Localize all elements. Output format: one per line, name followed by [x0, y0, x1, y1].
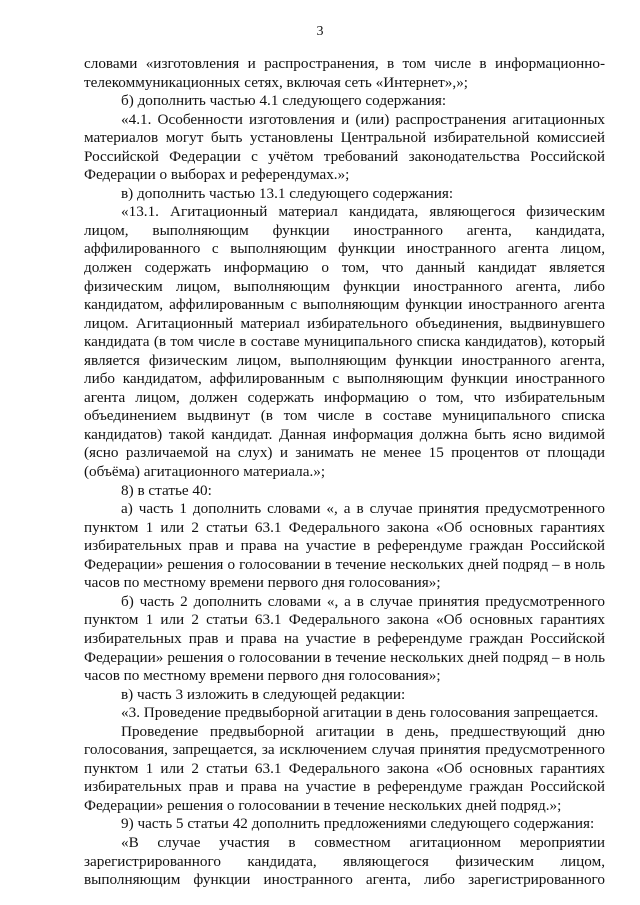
paragraph: «4.1. Особенности изготовления и (или) распространения агитационных материалов могут быть установлены Центральной избирательной комиссией Российской Федерации с учётом требований законодательства Российской Федерации о выборах и референдумах.»; — [84, 110, 605, 184]
paragraph: а) часть 1 дополнить словами «, а в случае принятия предусмотренного пунктом 1 или 2 статьи 63.1 Федерального закона «Об основных гарантиях избирательных прав и права на участие в референдуме граждан Российской Федерации» решения о голосовании в течение нескольких дней подряд – в ноль часов по местному времени первого дня голосования»; — [84, 500, 605, 592]
paragraph: б) дополнить частью 4.1 следующего содержания: — [121, 92, 447, 110]
paragraph: словами «изготовления и распространения, в том числе в информационно-телекоммуникационных сетях, включая сеть «Интернет»,»; — [84, 55, 605, 91]
page-number: 3 — [316, 24, 324, 39]
paragraph: в) часть 3 изложить в следующей редакции: — [121, 685, 406, 703]
paragraph: «3. Проведение предвыборной агитации в день голосования запрещается. — [121, 704, 599, 722]
document-body — [84, 55, 605, 890]
paragraph: «В случае участия в совместном агитационном мероприятии зарегистрированного кандидата, являющегося физическим лицом, выполняющим функции иностранного агента, либо зарегистрированного — [84, 833, 605, 889]
paragraph: в) дополнить частью 13.1 следующего содержания: — [121, 184, 454, 202]
paragraph: Проведение предвыборной агитации в день, предшествующий дню голосования, запрещается, за исключением случая принятия предусмотренного пунктом 1 или 2 статьи 63.1 Федерального закона «Об основных гарантиях избирательных прав и права на участие в референдуме граждан Российской Федерации» решения о голосовании в течение нескольких дней подряд.»; — [84, 722, 605, 814]
paragraph: б) часть 2 дополнить словами «, а в случае принятия предусмотренного пунктом 1 или 2 статьи 63.1 Федерального закона «Об основных гарантиях избирательных прав и права на участие в референдуме граждан Российской Федерации» решения о голосовании в течение нескольких дней подряд – в ноль часов по местному времени первого дня голосования»; — [84, 592, 605, 685]
paragraph: 9) часть 5 статьи 42 дополнить предложениями следующего содержания: — [121, 815, 595, 833]
paragraph: 8) в статье 40: — [121, 481, 212, 499]
paragraph: «13.1. Агитационный материал кандидата, являющегося физическим лицом, выполняющим функции иностранного агента, кандидата, аффилированного с выполняющим функции иностранного агента лицом, должен содержать информацию о том, что данный кандидат является физическим лицом, выполняющим функции иностранного агента, либо кандидатом, аффилированным с выполняющим функции иностранного агента лицом. Агитационный материал избирательного объединения, выдвинувшего кандидата (в том числе в составе муниципального списка кандидатов), который является физическим лицом, выполняющим функции иностранного агента, либо кандидатом, аффилированным с выполняющим функции иностранного агента лицом, должен содержать информацию о том, что избирательным объединением выдвинут (в том числе в составе муниципального списка кандидатов) такой кандидат. Данная информация должна быть ясно видимой (ясно различаемой на слух) и занимать не менее 15 процентов от площади (объёма) агитационного материала.»; — [84, 203, 605, 481]
